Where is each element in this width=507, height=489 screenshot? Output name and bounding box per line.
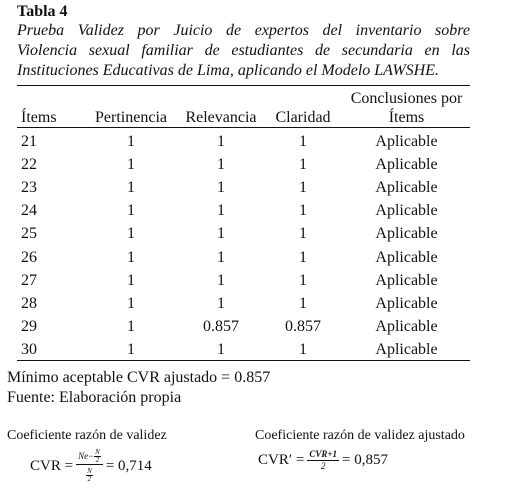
table-row [17, 176, 470, 199]
cell-pertinencia: 1 [127, 271, 135, 289]
cell-item: 29 [21, 318, 37, 336]
cell-relevancia: 1 [217, 271, 225, 289]
table-row [17, 269, 470, 292]
header-conclusiones: Conclusiones por Ítems [350, 90, 463, 126]
table-row [17, 223, 470, 246]
cell-claridad: 1 [299, 225, 307, 243]
cell-claridad: 1 [299, 178, 307, 196]
cell-conclusion: Aplicable [375, 202, 438, 220]
cell-conclusion: Aplicable [375, 132, 438, 150]
header-items: Ítems [21, 109, 57, 126]
table-row [17, 130, 470, 153]
cvr-adjusted-lhs: CVR′ = [258, 452, 305, 468]
cvr-mini-den: 2 [95, 456, 100, 464]
cell-pertinencia: 1 [127, 178, 135, 196]
cell-item: 23 [21, 178, 37, 196]
source-note: Fuente: Elaboración propia [7, 389, 182, 406]
cell-relevancia: 1 [217, 202, 225, 220]
cvr-label: Coeficiente razón de validez [7, 428, 167, 443]
cell-relevancia: 1 [217, 178, 225, 196]
cell-pertinencia: 1 [127, 318, 135, 336]
cell-relevancia: 1 [217, 248, 225, 266]
cvr-adjusted-result: = 0,857 [341, 452, 388, 468]
cell-item: 21 [21, 132, 37, 150]
cell-item: 25 [21, 225, 37, 243]
table-body [17, 130, 470, 362]
caption-line: Prueba Validez por Juicio de expertos del inventario sobre [17, 22, 470, 39]
table-title: Tabla 4 [17, 3, 68, 20]
cell-pertinencia: 1 [127, 294, 135, 312]
cell-claridad: 1 [299, 155, 307, 173]
cell-item: 28 [21, 294, 37, 312]
cell-claridad: 1 [299, 202, 307, 220]
cvr-adjusted-denominator: 2 [320, 461, 326, 471]
table-row [17, 339, 470, 362]
cell-conclusion: Aplicable [375, 178, 438, 196]
cvr-formula [30, 449, 152, 483]
cvr-numerator: Ne− [78, 451, 95, 461]
table-row [17, 153, 470, 176]
cell-claridad: 0.857 [285, 318, 321, 336]
cvr-mini-num: N [95, 448, 100, 456]
table-row [17, 246, 470, 269]
cell-item: 24 [21, 202, 37, 220]
validity-table [17, 86, 470, 362]
cell-relevancia: 0.857 [203, 318, 239, 336]
cell-claridad: 1 [299, 271, 307, 289]
table-header-row [17, 86, 470, 130]
cell-pertinencia: 1 [127, 132, 135, 150]
cell-pertinencia: 1 [127, 202, 135, 220]
cvr-adjusted-formula [258, 449, 388, 472]
table-row [17, 200, 470, 223]
cell-claridad: 1 [299, 341, 307, 359]
min-cvr-note: Mínimo aceptable CVR ajustado = 0.857 [7, 369, 271, 386]
header-claridad: Claridad [275, 109, 331, 126]
cell-pertinencia: 1 [127, 225, 135, 243]
cell-conclusion: Aplicable [375, 271, 438, 289]
cvr-lhs: CVR = [30, 457, 74, 474]
cvr-adjusted-numerator: CVR+1 [309, 449, 337, 459]
cell-relevancia: 1 [217, 294, 225, 312]
cell-conclusion: Aplicable [375, 294, 438, 312]
cell-item: 27 [21, 271, 37, 289]
cell-pertinencia: 1 [127, 341, 135, 359]
cell-conclusion: Aplicable [375, 155, 438, 173]
cvr-adjusted-fraction [307, 449, 339, 472]
table-row [17, 292, 470, 315]
cell-item: 30 [21, 341, 37, 359]
header-relevancia: Relevancia [185, 109, 257, 126]
header-pertinencia: Pertinencia [95, 109, 167, 126]
cell-pertinencia: 1 [127, 248, 135, 266]
cell-relevancia: 1 [217, 225, 225, 243]
caption-line: Instituciones Educativas de Lima, aplicando el Modelo LAWSHE. [17, 62, 440, 79]
cell-pertinencia: 1 [127, 155, 135, 173]
cell-claridad: 1 [299, 132, 307, 150]
table-caption [17, 21, 470, 81]
cell-relevancia: 1 [217, 132, 225, 150]
cell-conclusion: Aplicable [375, 318, 438, 336]
cell-conclusion: Aplicable [375, 248, 438, 266]
cvr-result: = 0,714 [105, 457, 152, 474]
cell-item: 22 [21, 155, 37, 173]
table-row [17, 316, 470, 339]
cvr-fraction [76, 449, 103, 483]
cell-conclusion: Aplicable [375, 341, 438, 359]
cvr-den-num: N [87, 467, 92, 475]
caption-line: Violencia sexual familiar de estudiantes de secundaria en las [17, 42, 470, 59]
cell-conclusion: Aplicable [375, 225, 438, 243]
cvr-den-den: 2 [87, 475, 92, 483]
cell-relevancia: 1 [217, 155, 225, 173]
cell-claridad: 1 [299, 294, 307, 312]
cell-relevancia: 1 [217, 341, 225, 359]
cell-claridad: 1 [299, 248, 307, 266]
cvr-adjusted-label: Coeficiente razón de validez ajustado [255, 428, 465, 443]
cell-item: 26 [21, 248, 37, 266]
